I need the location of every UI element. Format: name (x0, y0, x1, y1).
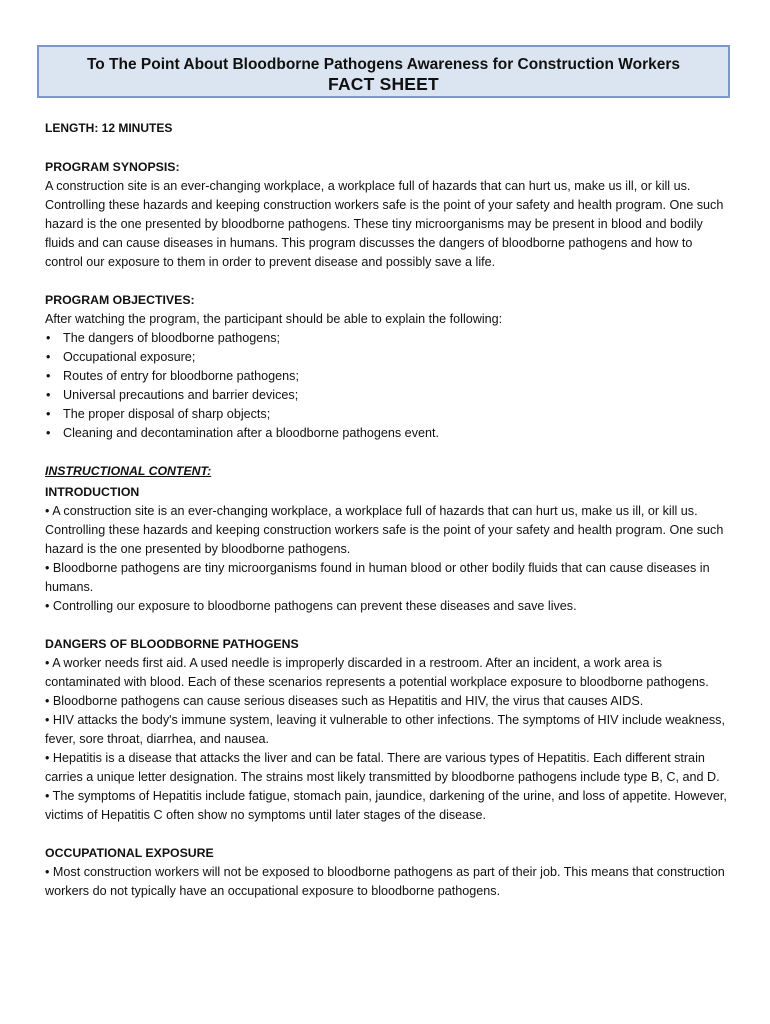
introduction-section (45, 483, 729, 616)
list-item: • The symptoms of Hepatitis include fatigue, stomach pain, jaundice, darkening of the urine, and loss of appetite. However, victims of Hepatitis C often show no symptoms until later stages of the disease. (45, 789, 727, 822)
list-item: • Bloodborne pathogens can cause serious diseases such as Hepatitis and HIV, the virus that causes AIDS. (45, 694, 644, 708)
list-item: • Occupational exposure; (45, 348, 729, 367)
synopsis-text: A construction site is an ever-changing workplace, a workplace full of hazards that can hurt us, make us ill, or kill us. Controlling these hazards and keeping construction workers safe is the point of your safety and health program. One such hazard is the one presented by bloodborne pathogens. These tiny microorganisms may be present in blood and bodily fluids and can cause diseases in humans. This program discusses the dangers of bloodborne pathogens and how to control our exposure to them in order to prevent disease and possibly save a life. (45, 179, 724, 269)
occupational-heading: OCCUPATIONAL EXPOSURE (45, 846, 214, 860)
list-item: • Universal precautions and barrier devices; (45, 386, 729, 405)
document-title: To The Point About Bloodborne Pathogens Awareness for Construction Workers (86, 56, 681, 73)
objectives-intro: After watching the program, the participant should be able to explain the following: (45, 312, 503, 326)
dangers-section (45, 635, 729, 825)
occupational-section (45, 844, 729, 901)
list-item: • HIV attacks the body's immune system, leaving it vulnerable to other infections. The symptoms of HIV include weakness, fever, sore throat, diarrhea, and nausea. (45, 713, 725, 746)
list-item: • Bloodborne pathogens are tiny microorganisms found in human blood or other bodily fluids that can cause diseases in humans. (45, 561, 710, 594)
title-box (37, 45, 730, 98)
document-body (45, 119, 729, 920)
list-item: • A worker needs first aid. A used needle is improperly discarded in a restroom. After an incident, a work area is contaminated with blood. Each of these scenarios represents a potential workplace exposure to bloodborne pathogens. (45, 656, 709, 689)
list-item: • The proper disposal of sharp objects; (45, 405, 729, 424)
list-item: • The dangers of bloodborne pathogens; (45, 329, 729, 348)
length-line: LENGTH: 12 MINUTES (45, 121, 173, 135)
list-item: • Controlling our exposure to bloodborne pathogens can prevent these diseases and save lives. (45, 599, 577, 613)
list-item: • Routes of entry for bloodborne pathogens; (45, 367, 729, 386)
synopsis-section (45, 158, 729, 272)
dangers-heading: DANGERS OF BLOODBORNE PATHOGENS (45, 637, 299, 651)
objectives-list (45, 329, 729, 443)
list-item: • A construction site is an ever-changing workplace, a workplace full of hazards that can hurt us, make us ill, or kill us. Controlling these hazards and keeping construction workers safe is the point of your safety and health program. One such hazard is the one presented by bloodborne pathogens. (45, 504, 724, 556)
instructional-section (45, 462, 729, 901)
document-subtitle: FACT SHEET (328, 74, 439, 94)
list-item: • Hepatitis is a disease that attacks the liver and can be fatal. There are various types of Hepatitis. Each different strain carries a unique letter designation. The strains most likely transmitted by bloodborne pathogens include type B, C, and D. (45, 751, 720, 784)
synopsis-heading: PROGRAM SYNOPSIS: (45, 160, 180, 174)
objectives-section (45, 291, 729, 443)
list-item: • Most construction workers will not be exposed to bloodborne pathogens as part of their job. This means that construction workers do not typically have an occupational exposure to bloodborne pathogens. (45, 865, 725, 898)
introduction-heading: INTRODUCTION (45, 485, 140, 499)
instructional-heading: INSTRUCTIONAL CONTENT: (45, 464, 212, 478)
objectives-heading: PROGRAM OBJECTIVES: (45, 293, 195, 307)
list-item: • Cleaning and decontamination after a bloodborne pathogens event. (45, 424, 729, 443)
